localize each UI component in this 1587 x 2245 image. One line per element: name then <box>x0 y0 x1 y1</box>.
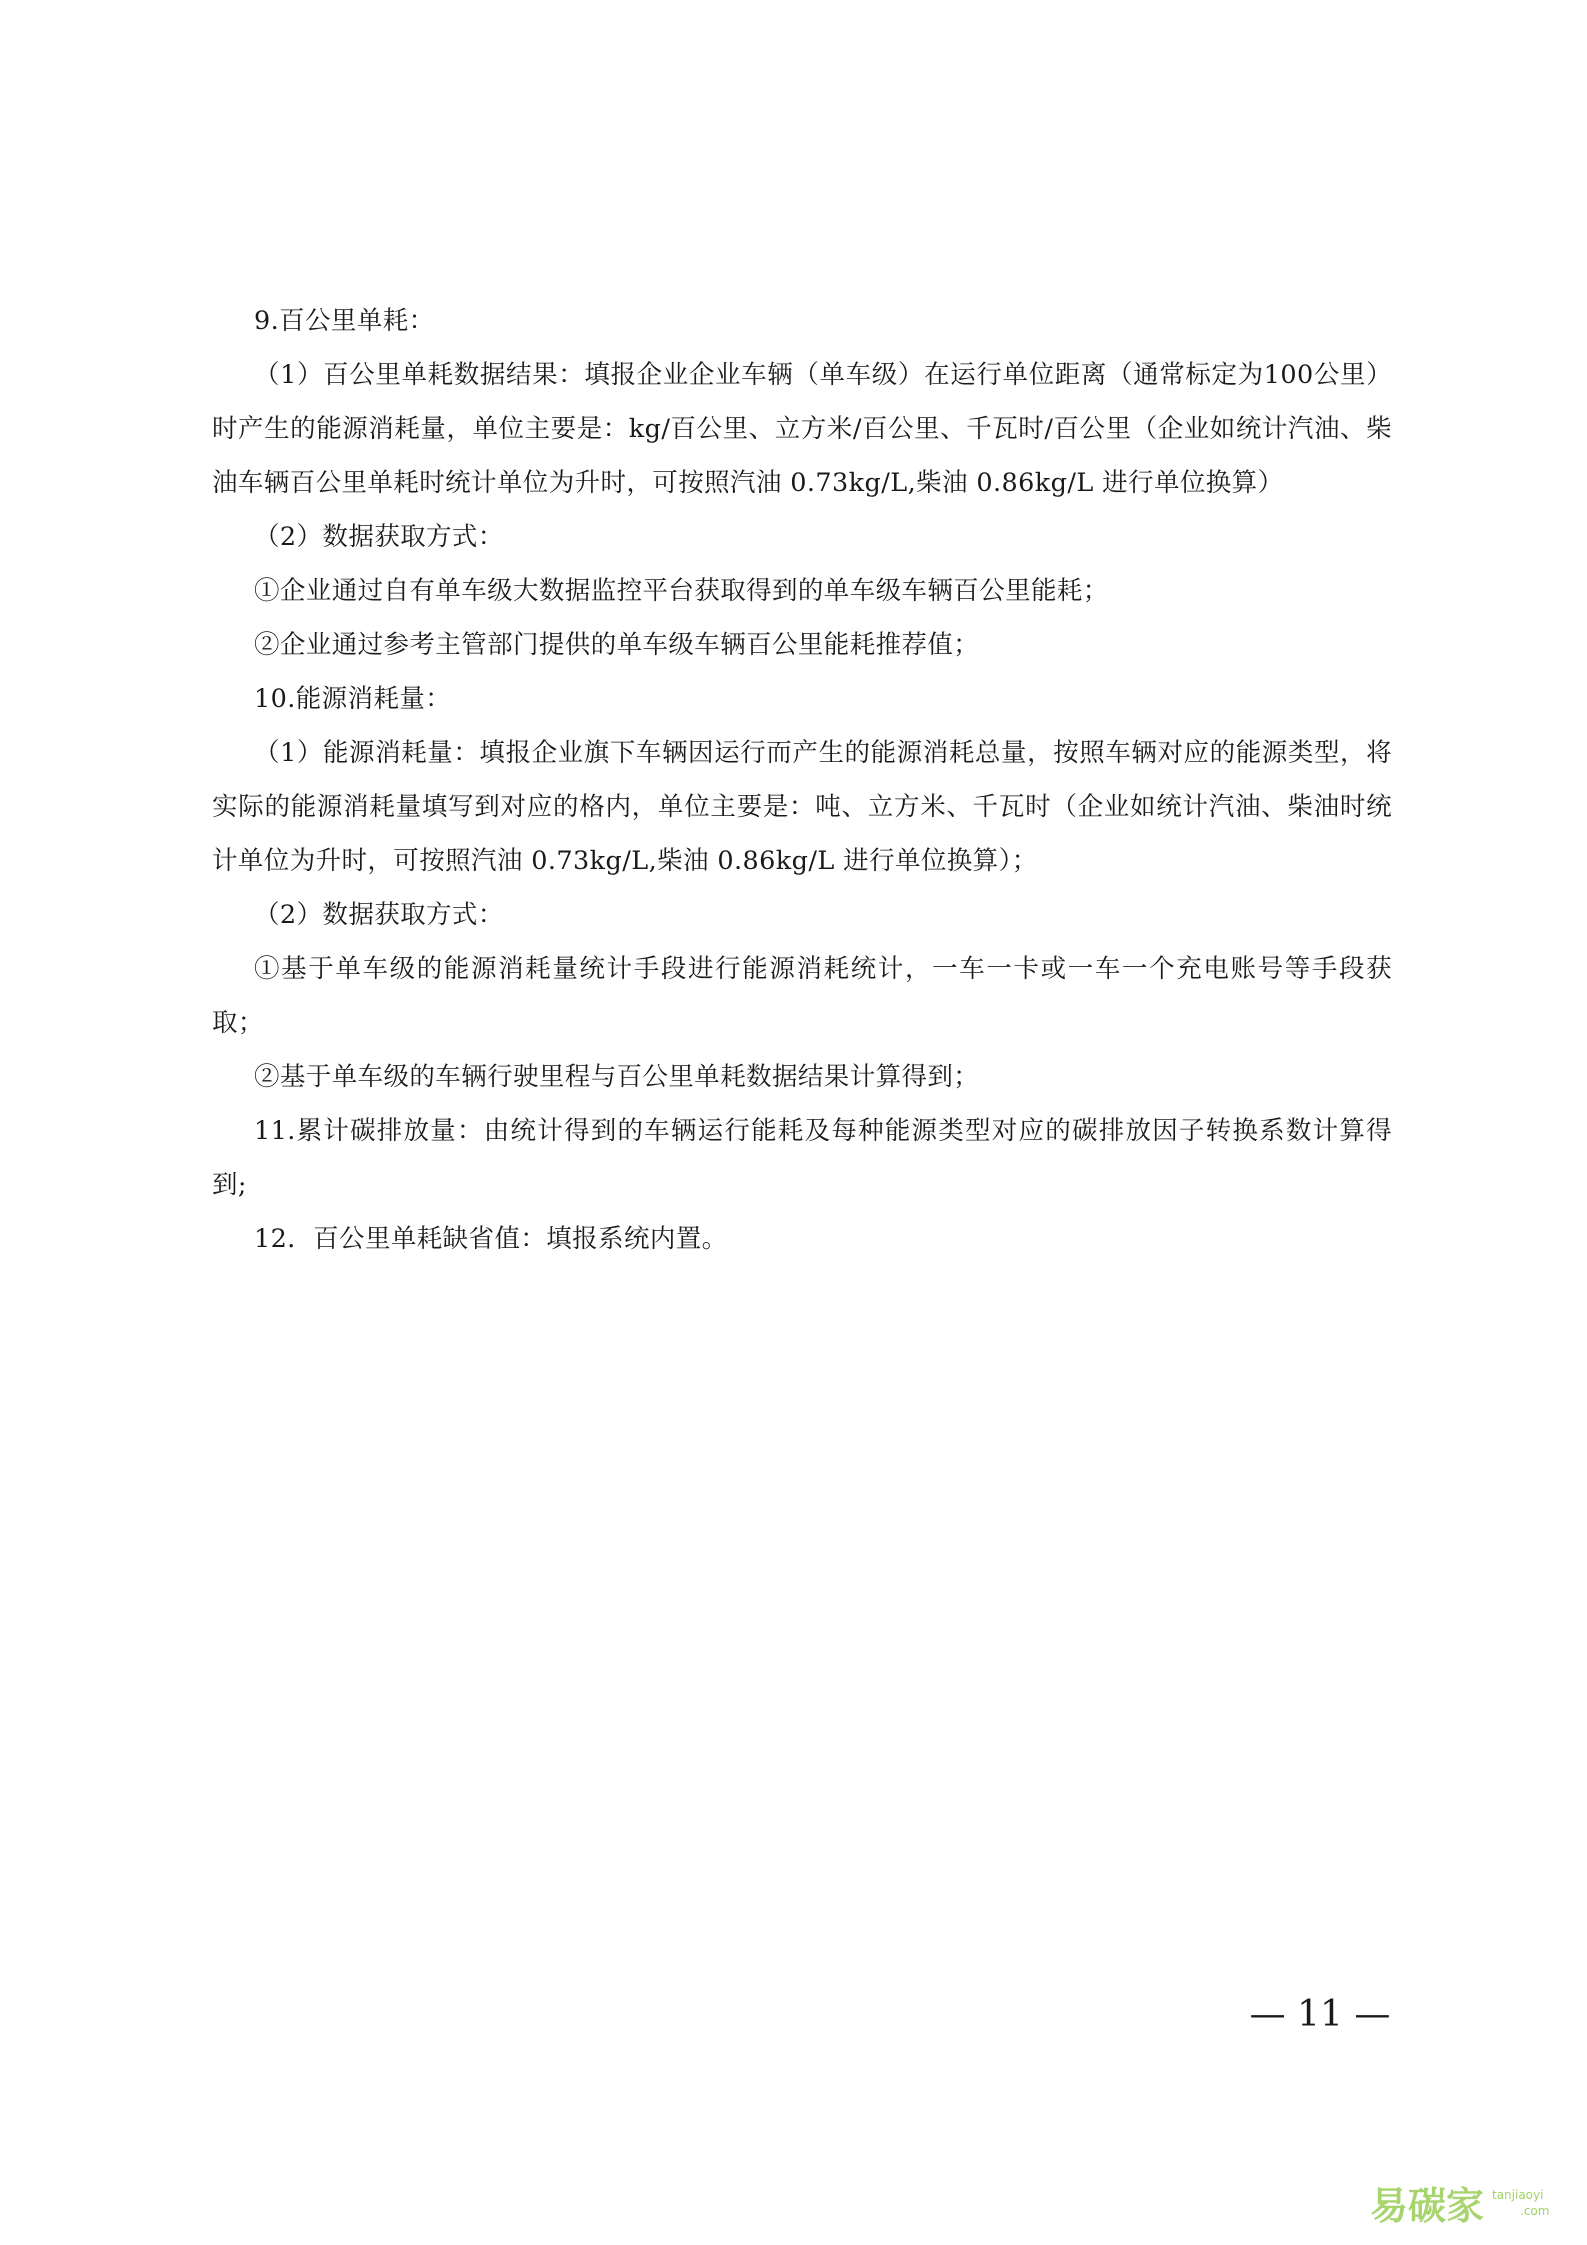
paragraph-9-2-b: ②企业通过参考主管部门提供的单车级车辆百公里能耗推荐值； <box>254 630 980 660</box>
watermark-sub: tanjiaoyi <box>1492 2188 1544 2202</box>
watermark-text: 易碳家 <box>1370 2184 1485 2228</box>
paragraph-10-2: （2）数据获取方式： <box>254 900 504 930</box>
section-10-heading: 10.能源消耗量： <box>254 684 452 714</box>
paragraph-10-1: （1）能源消耗量：填报企业旗下车辆因运行而产生的能源消耗总量，按照车辆对应的能源类型，将实际的能源消耗量填写到对应的格内，单位主要是：吨、立方米、千瓦时（企业如统计汽油、柴油时统计单位为升时，可按照汽油 0.73kg/L,柴油 0.86kg/L 进行单位换算）； <box>212 738 1392 876</box>
section-12: 12．百公里单耗缺省值：填报系统内置。 <box>254 1224 728 1254</box>
page-number: — 11 — <box>1249 1994 1391 2035</box>
paragraph-9-1: （1）百公里单耗数据结果：填报企业企业车辆（单车级）在运行单位距离（通常标定为100公里）时产生的能源消耗量，单位主要是：kg/百公里、立方米/百公里、千瓦时/百公里（企业如统计汽油、柴油车辆百公里单耗时统计单位为升时，可按照汽油 0.73kg/L,柴油 0.86kg/L 进行单位换算） <box>212 360 1392 498</box>
watermark-domain: .com <box>1520 2204 1550 2218</box>
section-11: 11.累计碳排放量：由统计得到的车辆运行能耗及每种能源类型对应的碳排放因子转换系数计算得到; <box>212 1116 1392 1200</box>
section-9-heading: 9.百公里单耗： <box>254 306 435 336</box>
watermark-logo <box>1370 2175 1570 2235</box>
paragraph-10-2-a: ①基于单车级的能源消耗量统计手段进行能源消耗统计，一车一卡或一车一个充电账号等手段获取； <box>212 954 1392 1038</box>
paragraph-10-2-b: ②基于单车级的车辆行驶里程与百公里单耗数据结果计算得到； <box>254 1062 980 1092</box>
paragraph-9-2-a: ①企业通过自有单车级大数据监控平台获取得到的单车级车辆百公里能耗； <box>254 576 1109 606</box>
paragraph-9-2: （2）数据获取方式： <box>254 522 504 552</box>
document-body <box>212 294 1392 1266</box>
